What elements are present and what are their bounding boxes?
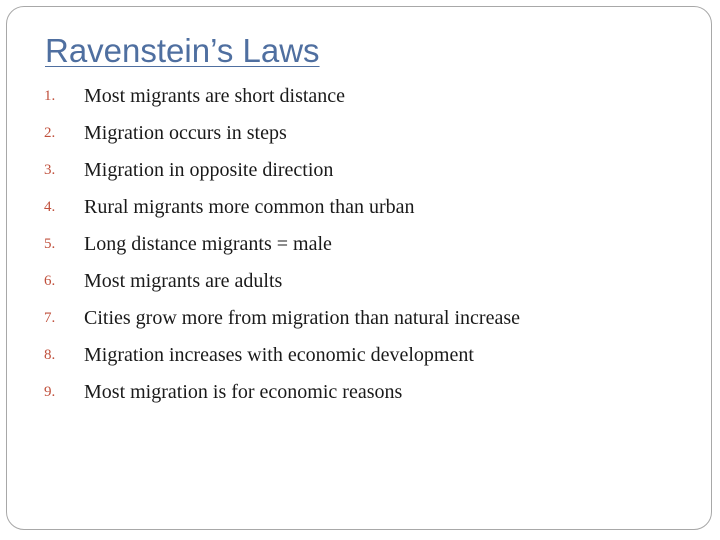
list-item-number: 1. (44, 88, 56, 104)
list-item (44, 374, 520, 411)
list-item-number: 5. (44, 236, 56, 252)
list-item-text: Migration occurs in steps (84, 122, 287, 144)
list-item (44, 115, 520, 152)
list-item-number: 7. (44, 310, 56, 326)
list-item-number: 3. (44, 162, 56, 178)
list-item-text: Most migrants are adults (84, 270, 283, 292)
list-item-number: 9. (44, 384, 56, 400)
list-item-number: 8. (44, 347, 56, 363)
slide-title: Ravenstein’s Laws (45, 32, 320, 69)
list-item-text: Rural migrants more common than urban (84, 196, 415, 218)
list-item-text: Cities grow more from migration than natural increase (84, 307, 520, 329)
list-item-number: 4. (44, 199, 56, 215)
list-item-text: Migration in opposite direction (84, 159, 334, 181)
list-item-text: Most migration is for economic reasons (84, 381, 403, 403)
list-item-text: Most migrants are short distance (84, 85, 346, 107)
list-item (44, 189, 520, 226)
numbered-list (44, 78, 520, 411)
list-item (44, 226, 520, 263)
list-item (44, 263, 520, 300)
list-item-number: 6. (44, 273, 56, 289)
list-item-number: 2. (44, 125, 56, 141)
list-item (44, 152, 520, 189)
list-item-text: Migration increases with economic development (84, 344, 474, 366)
list-item-text: Long distance migrants = male (84, 233, 332, 255)
list-item (44, 300, 520, 337)
list-item (44, 337, 520, 374)
list-item (44, 78, 520, 115)
